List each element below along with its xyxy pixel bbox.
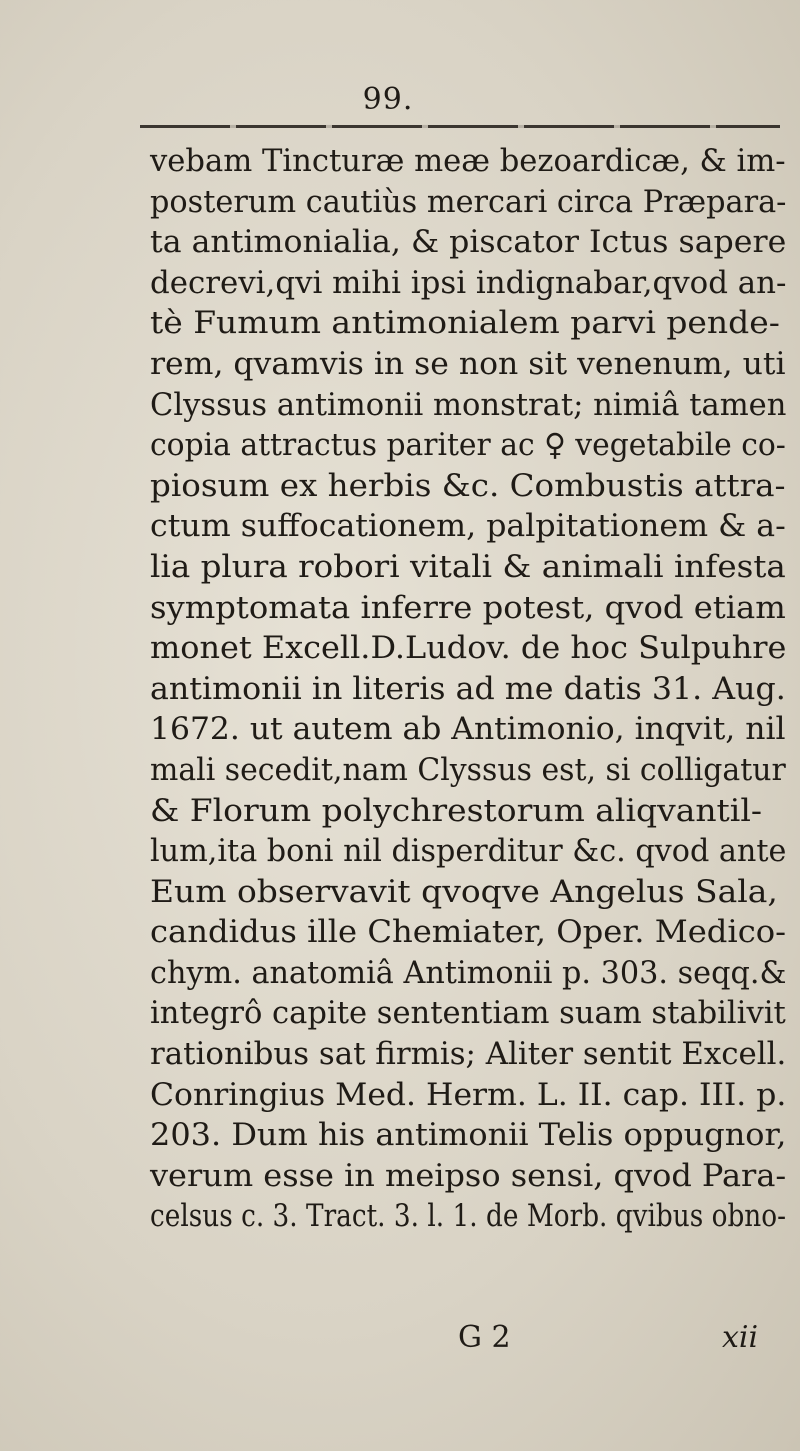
text-line: symptomata inferre potest, qvod etiam [150,590,786,626]
text-line: chym. anatomiâ Antimonii p. 303. seqq.& [150,955,787,991]
text-line: Eum observavit qvoqve Angelus Sala, [150,874,778,910]
text-line: posterum cautiùs mercari circa Præpara- [150,184,787,220]
text-line: copia attractus pariter ac ♀ vegetabile co- [150,428,786,464]
text-line: tè Fumum antimonialem parvi pende- [150,306,780,342]
catchword: xii [722,1320,759,1355]
text-line: ctum suffocationem, palpitationem & a- [150,509,786,545]
text-line: rem, qvamvis in se non sit venenum, uti [150,346,786,382]
text-line: mali secedit,nam Clyssus est, si colligatur [150,752,786,788]
text-line: & Florum polychrestorum aliqvantil- [150,793,762,829]
text-line: verum esse in meipso sensi, qvod Para- [150,1158,787,1194]
text-line: decrevi,qvi mihi ipsi indignabar,qvod an- [150,265,787,301]
text-line: Clyssus antimonii monstrat; nimiâ tamen [150,387,787,423]
text-line: rationibus sat firmis; Aliter sentit Excell. [150,1037,787,1073]
text-line: 203. Dum his antimonii Telis oppugnor, [150,1118,787,1154]
text-line: 1672. ut autem ab Antimonio, inqvit, nil [150,712,786,748]
page-number: 99. [362,82,414,117]
text-line: monet Excell.D.Ludov. de hoc Sulpuhre [150,631,787,667]
header-rule [140,124,780,130]
text-line: piosum ex herbis &c. Combustis attra- [150,468,786,504]
signature-mark: G 2 [458,1320,511,1355]
text-line: antimonii in literis ad me datis 31. Aug. [150,671,786,707]
text-line: integrô capite sententiam suam stabilivit [150,996,786,1032]
text-line: celsus c. 3. Tract. 3. l. 1. de Morb. qvibus obno- [150,1199,786,1235]
body-text [150,142,790,1238]
text-line: ta antimonialia, & piscator Ictus sapere [150,225,787,261]
text-line: vebam Tincturæ meæ bezoardicæ, & im- [150,144,786,179]
text-line: candidus ille Chemiater, Oper. Medico- [150,915,787,951]
text-line: lia plura robori vitali & animali infesta [150,549,786,585]
text-line: Conringius Med. Herm. L. II. cap. III. p. [150,1077,787,1113]
text-line: lum,ita boni nil disperditur &c. qvod ante [150,834,787,870]
